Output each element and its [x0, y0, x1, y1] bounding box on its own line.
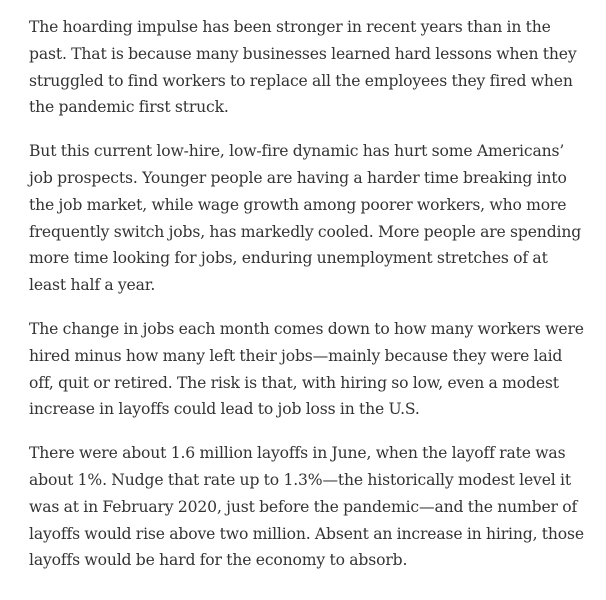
paragraph-line: layoffs would rise above two million. Absent an increase in hiring, those	[29, 524, 584, 543]
paragraph-line: least half a year.	[29, 276, 156, 295]
paragraph-low-hire-low-fire	[29, 138, 582, 299]
paragraph-line: more time looking for jobs, enduring unemployment stretches of at	[29, 249, 548, 268]
paragraph-line: frequently switch jobs, has markedly cooled. More people are spending	[29, 222, 582, 241]
paragraph-change-in-jobs	[29, 316, 582, 423]
paragraph-line: The hoarding impulse has been stronger in recent years than in the	[29, 18, 551, 36]
paragraph-line: was at in February 2020, just before the pandemic—and the number of	[29, 497, 578, 516]
paragraph-line: the pandemic first struck.	[29, 98, 229, 117]
paragraph-line: past. That is because many businesses learned hard lessons when they	[29, 44, 577, 63]
paragraph-line: increase in layoffs could lead to job loss in the U.S.	[29, 400, 420, 419]
paragraph-line: job prospects. Younger people are having a harder time breaking into	[29, 168, 567, 187]
paragraph-line: But this current low-hire, low-fire dynamic has hurt some Americans’	[29, 142, 565, 161]
paragraph-line: about 1%. Nudge that rate up to 1.3%—the historically modest level it	[29, 470, 571, 489]
paragraph-line: off, quit or retired. The risk is that, with hiring so low, even a modest	[29, 373, 559, 392]
paragraph-hoarding-impulse	[29, 14, 582, 121]
paragraph-line: The change in jobs each month comes down to how many workers were	[29, 319, 584, 338]
paragraph-line: struggled to find workers to replace all the employees they fired when	[29, 71, 573, 90]
paragraph-line: the job market, while wage growth among poorer workers, who more	[29, 195, 567, 214]
paragraph-layoffs-june	[29, 440, 582, 574]
paragraph-line: hired minus how many left their jobs—mainly because they were laid	[29, 346, 563, 365]
paragraph-line: There were about 1.6 million layoffs in June, when the layoff rate was	[29, 444, 566, 463]
paragraph-line: layoffs would be hard for the economy to absorb.	[29, 551, 408, 570]
